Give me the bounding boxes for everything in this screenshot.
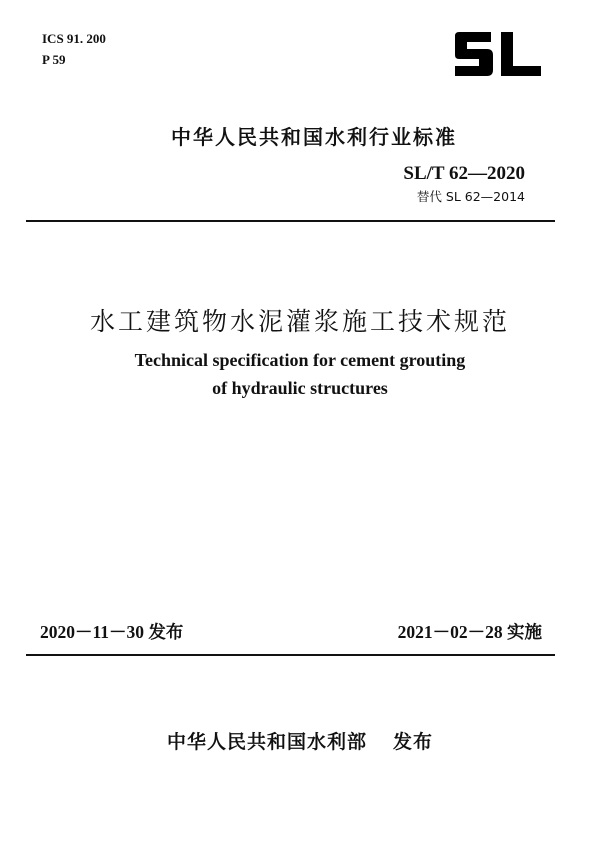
publisher-line [0,727,600,754]
ccs-code: P 59 [42,52,66,67]
ics-code: ICS 91. 200 [42,31,106,46]
issue-date: 2020－11－30 发布 [40,622,184,642]
bottom-divider [26,654,555,656]
sl-standard-logo-icon [451,30,543,78]
publisher-action: 发布 [393,731,434,753]
publisher-name: 中华人民共和国水利部 [166,731,367,753]
title-english-line1: Technical specification for cement grouting [134,350,466,370]
sl-logo [451,30,543,78]
standard-number: SL/T 62—2020 [403,163,525,184]
title-chinese: 水工建筑物水泥灌浆施工技术规范 [89,307,510,336]
replaces-standard: 替代 SL 62—2014 [416,189,525,204]
title-english-line2: of hydraulic structures [212,378,388,398]
top-divider [26,220,555,222]
implementation-date: 2021－02－28 实施 [397,622,542,642]
industry-standard-heading: 中华人民共和国水利行业标准 [171,125,457,149]
